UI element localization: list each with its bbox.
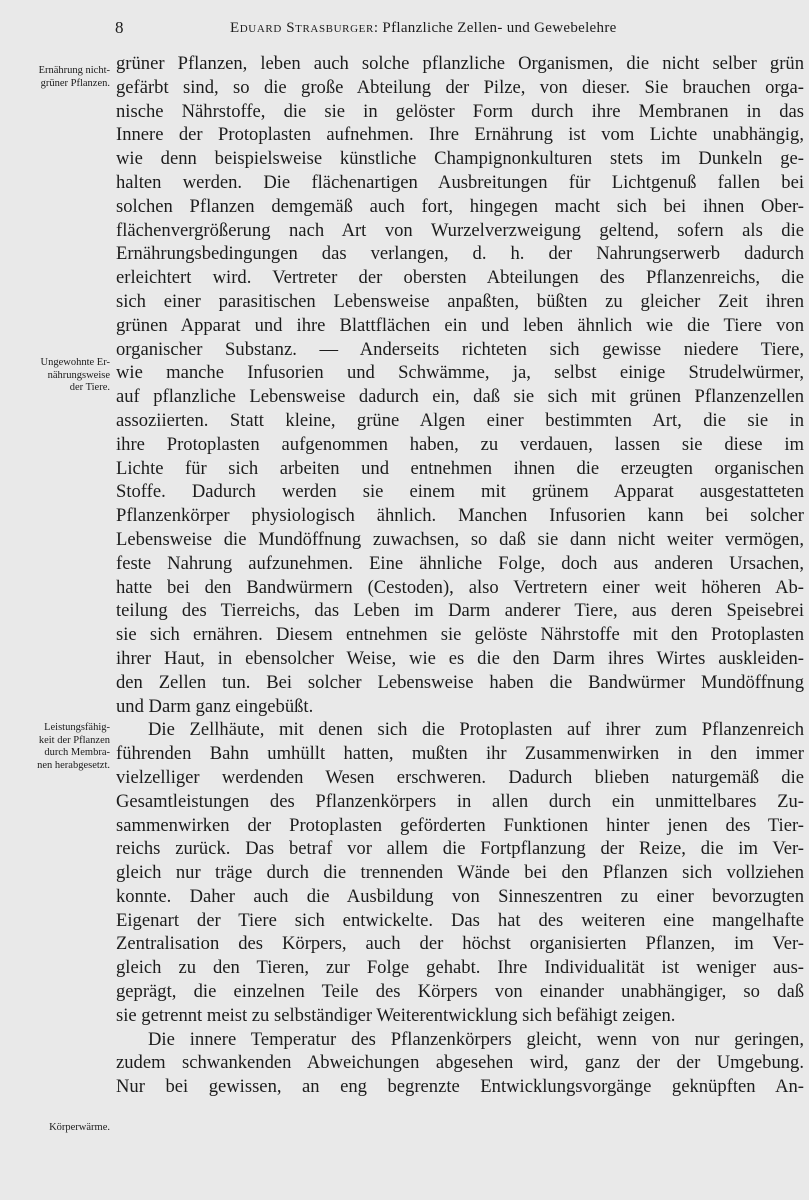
- text-line: den Zellen tun. Bei solcher Lebensweise haben die Bandwürmer Mundöffnung: [116, 671, 804, 693]
- margin-note-line: grüner Pflanzen.: [40, 77, 110, 89]
- margin-note-line: Ungewohnte Er-: [40, 357, 110, 368]
- margin-note-line: nährungsweise: [47, 369, 110, 381]
- text-line: konnte. Daher auch die Ausbildung von Sinneszentren zu einer bevorzugten: [116, 885, 804, 907]
- running-head: [230, 20, 617, 37]
- margin-note-line: keit der Pflanzen: [38, 734, 110, 746]
- text-line: erleichtert wird. Vertreter der obersten Abteilungen des Pflanzenreichs, die: [116, 267, 804, 289]
- text-line: ihre Protoplasten aufgenommen haben, zu verdauen, lassen sie diese im: [116, 433, 804, 455]
- margin-note-line: Ernährung nicht-: [38, 65, 110, 76]
- text-line: und Darm ganz eingebüßt.: [116, 695, 314, 717]
- text-line: Eigenart der Tiere sich entwickelte. Das hat des weiteren eine mangelhafte: [116, 909, 804, 931]
- text-line: grüner Pflanzen, leben auch solche pflanzliche Organismen, die nicht selber grün: [116, 53, 804, 74]
- text-line: sie sich ernähren. Diesem entnehmen sie gelöste Nährstoffe mit den Protoplasten: [116, 624, 804, 646]
- text-line: Nur bei gewissen, an eng begrenzte Entwicklungsvorgänge geknüpften An-: [116, 1076, 804, 1098]
- margin-note-ernaehrungsweise-tiere: [6, 357, 110, 395]
- text-line: hatte bei den Bandwürmern (Cestoden), also Vertretern einer weit höheren Ab-: [116, 576, 804, 598]
- text-line: vielzelliger werdenden Wesen erschweren. Dadurch blieben naturgemäß die: [116, 766, 804, 788]
- text-line: gefärbt sind, so die große Abteilung der Pilze, von dieser. Sie brauchen orga-: [116, 76, 804, 98]
- text-line: Die innere Temperatur des Pflanzenkörpers gleicht, wenn von nur geringen,: [148, 1028, 804, 1050]
- margin-note-leistungsfaehigkeit: [6, 722, 110, 772]
- text-line: Lebensweise die Mundöffnung zuwachsen, so daß sie dann nicht weiter vermögen,: [116, 528, 804, 550]
- text-line: Die Zellhäute, mit denen sich die Protoplasten auf ihrer zum Pflanzenreich: [148, 719, 804, 741]
- page-header: [0, 18, 809, 48]
- margin-note-line: Leistungsfähig-: [44, 722, 110, 733]
- margin-note-line: durch Membra-: [44, 747, 110, 758]
- margin-note-line: der Tiere.: [69, 382, 110, 393]
- text-line: Lichte für sich arbeiten und entnehmen ihnen die erzeugten organischen: [116, 457, 804, 479]
- text-line: Ernährungsbedingungen das verlangen, d. h. der Nahrungserwerb dadurch: [116, 243, 804, 265]
- margin-note-koerperwaerme: [6, 1122, 110, 1135]
- text-line: feste Nahrung aufzunehmen. Eine ähnliche Folge, doch aus anderen Ursachen,: [116, 552, 804, 574]
- text-line: gleich nur träge durch die trennenden Wände bei den Pflanzen sich vollziehen: [116, 862, 804, 884]
- text-line: zudem schwankenden Abweichungen abgesehen wird, ganz der der Umgebung.: [116, 1052, 804, 1074]
- text-line: Stoffe. Dadurch werden sie einem mit grünem Apparat ausgestatteten: [116, 481, 804, 503]
- text-line: wie denn beispielsweise künstliche Champignonkulturen stets im Dunkeln ge-: [116, 148, 804, 170]
- text-line: nische Nährstoffe, die sie in gelöster Form durch ihre Membranen in das: [116, 100, 804, 122]
- text-line: sich einer parasitischen Lebensweise anpaßten, büßten zu gleicher Zeit ihren: [116, 290, 804, 312]
- text-line: sammenwirken der Protoplasten geförderten Funktionen hinter jenen des Tier-: [116, 814, 804, 836]
- body-text: [116, 52, 804, 1099]
- margin-note-line: nen herabgesetzt.: [37, 759, 110, 771]
- running-head-author: Eduard Strasburger: [230, 20, 374, 36]
- text-line: geprägt, die einzelnen Teile des Körpers von einander unabhängiger, so daß: [116, 981, 804, 1003]
- text-line: halten werden. Die flächenartigen Ausbreitungen für Lichtgenuß fallen bei: [116, 171, 804, 193]
- text-line: Pflanzenkörper physiologisch ähnlich. Manchen Infusorien kann bei solcher: [116, 505, 804, 527]
- text-line: grünen Apparat und ihre Blattflächen ein und leben ähnlich wie die Tiere von: [116, 314, 804, 336]
- running-head-title: : Pflanzliche Zellen- und Gewebelehre: [373, 20, 617, 36]
- text-line: Innere der Protoplasten aufnehmen. Ihre Ernährung ist vom Lichte unabhängig,: [116, 124, 804, 146]
- text-line: reichs zurück. Das betraf vor allem die Fortpflanzung der Reize, die im Ver-: [116, 838, 804, 860]
- text-line: assoziierten. Statt kleine, grüne Algen einer bestimmten Art, die sie in: [116, 409, 804, 431]
- text-line: teilung des Tierreichs, das Leben im Darm anderer Tiere, aus deren Speisebrei: [116, 600, 804, 622]
- text-line: führenden Bahn umhüllt hatten, mußten ihr Zusammenwirken in den immer: [116, 743, 804, 765]
- text-line: Zentralisation des Körpers, auch der höchst organisierten Pflanzen, im Ver-: [116, 933, 804, 955]
- text-line: gleich zu den Tieren, zur Folge gehabt. Ihre Individualität ist weniger aus-: [116, 957, 804, 979]
- text-line: ihrer Haut, in ebensolcher Weise, wie es die den Darm ihres Wirtes auskleiden-: [116, 647, 804, 669]
- margin-note-ernaehrung: [6, 65, 110, 90]
- text-line: Gesamtleistungen des Pflanzenkörpers in allen durch ein unmittelbares Zu-: [116, 790, 804, 812]
- text-line: wie manche Infusorien und Schwämme, ja, selbst einige Strudelwürmer,: [116, 362, 804, 384]
- margin-note-line: Körperwärme.: [49, 1122, 110, 1133]
- text-line: organischer Substanz. — Anderseits richteten sich gewisse niedere Tiere,: [116, 338, 804, 360]
- text-line: auf pflanzliche Lebensweise dadurch ein, daß sie sich mit grünen Pflanzenzellen: [116, 386, 804, 408]
- text-line: flächenvergrößerung nach Art von Wurzelverzweigung geltend, sofern als die: [116, 219, 804, 241]
- text-line: sie getrennt meist zu selbständiger Weiterentwicklung sich befähigt zeigen.: [116, 1004, 676, 1026]
- page-number: 8: [115, 18, 124, 37]
- text-line: solchen Pflanzen demgemäß auch fort, hingegen macht sich bei ihnen Ober-: [116, 195, 804, 217]
